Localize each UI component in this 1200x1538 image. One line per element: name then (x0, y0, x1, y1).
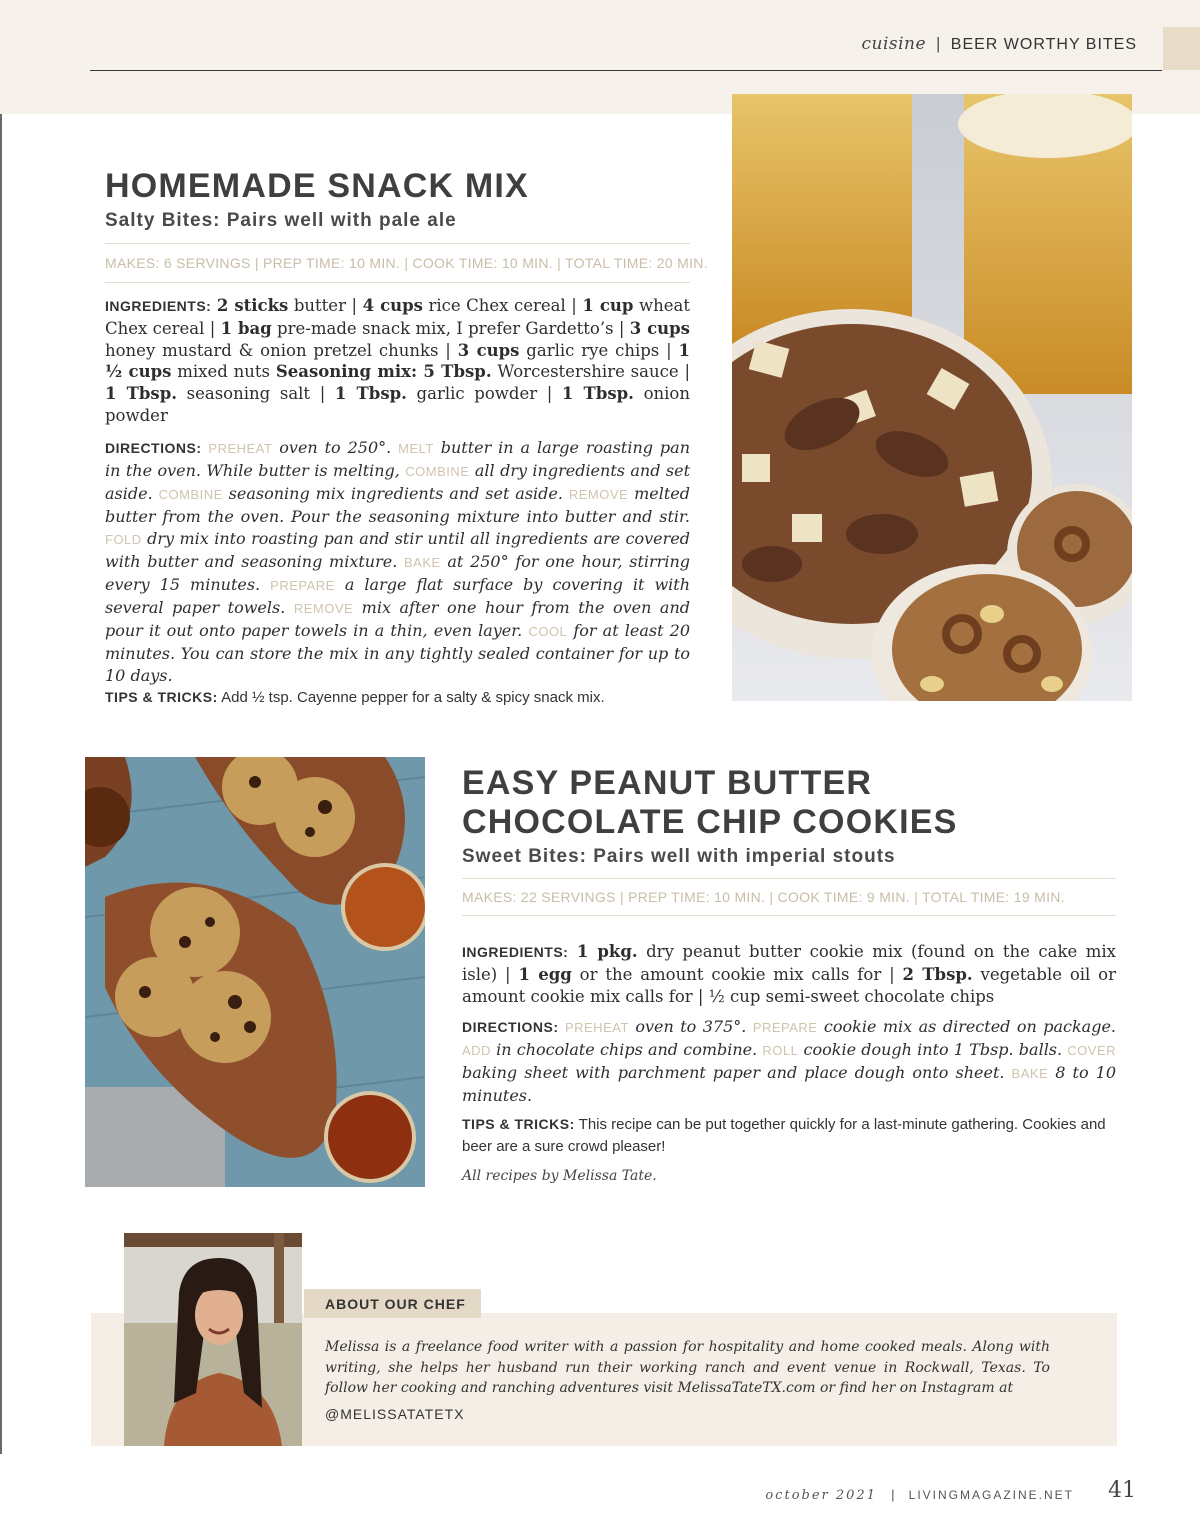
tips-label: TIPS & TRICKS: (105, 689, 218, 705)
header-rule (90, 70, 1162, 71)
ingredient-amount: 1 cup (582, 296, 634, 315)
ingredient-amount: Seasoning mix: 5 Tbsp. (275, 362, 492, 382)
ingredient-item: mixed nuts (171, 362, 276, 382)
directions-label: DIRECTIONS: (105, 440, 202, 456)
ingredient-item: butter | (288, 296, 363, 315)
ingredient-amount: 1 pkg. (576, 942, 638, 961)
ingredient-amount: 2 sticks (216, 296, 289, 315)
direction-text: melted butter from the oven. Pour the seasoning mixture into butter and stir. (105, 484, 691, 526)
recipe2-meta: MAKES: 22 SERVINGS | PREP TIME: 10 MIN. | COOK TIME: 9 MIN. | TOTAL TIME: 19 MIN. (462, 878, 1116, 916)
direction-verb: COOL (528, 624, 568, 639)
chef-photo (124, 1233, 302, 1446)
ingredient-amount: 4 cups (362, 296, 423, 315)
recipe1-meta: MAKES: 6 SERVINGS | PREP TIME: 10 MIN. | COOK TIME: 10 MIN. | TOTAL TIME: 20 MIN. (105, 243, 690, 283)
recipe2-title-line2: CHOCOLATE CHIP COOKIES (462, 803, 958, 841)
recipe2-tips (462, 1113, 1116, 1158)
snack-mix-photo (732, 94, 1132, 701)
ingredient-item: garlic powder | (406, 384, 562, 404)
ingredient-amount: 3 cups (629, 318, 690, 338)
direction-text: cookie mix as directed on package. (817, 1017, 1117, 1036)
ingredient-amount: 1 egg (518, 964, 572, 984)
directions-label: DIRECTIONS: (462, 1019, 559, 1035)
ingredient-item: honey mustard & onion pretzel chunks | (105, 340, 458, 360)
direction-text: cookie dough into 1 Tbsp. balls. (798, 1040, 1068, 1059)
direction-text: butter in a large roasting pan in the oven. While butter is melting, (105, 438, 690, 480)
direction-verb: MELT (398, 441, 434, 456)
direction-verb: PREPARE (752, 1020, 818, 1035)
ingredient-item: onion powder (105, 384, 690, 425)
recipe1-direction-steps (105, 438, 690, 685)
tips-label: TIPS & TRICKS: (462, 1116, 575, 1132)
ingredients-label: INGREDIENTS: (105, 298, 212, 314)
direction-verb: FOLD (105, 532, 142, 547)
ingredient-amount: 1 Tbsp. (334, 384, 407, 404)
recipe1-title: HOMEMADE SNACK MIX (105, 167, 529, 205)
direction-verb: COMBINE (405, 464, 470, 479)
recipe2-ingredients (462, 941, 1116, 1007)
ingredient-amount: 1 bag (220, 318, 272, 338)
ingredient-amount: 1 ½ cups (105, 340, 690, 382)
ingredient-item: wheat Chex cereal | (105, 296, 690, 338)
ingredient-item: garlic rye chips | (519, 340, 679, 360)
direction-text: mix after one hour from the oven and pour it out onto paper towels in a thin, even layer. (105, 598, 691, 640)
recipe2-direction-steps (462, 1017, 1116, 1105)
corner-tab (1163, 27, 1200, 70)
tips-text: Add ½ tsp. Cayenne pepper for a salty & spicy snack mix. (217, 689, 605, 706)
direction-verb: REMOVE (568, 487, 629, 502)
chef-instagram-handle: @MELISSATATETX (325, 1406, 465, 1422)
cookies-photo (85, 757, 425, 1187)
ingredient-item: Worcestershire sauce | (491, 362, 691, 382)
ingredient-amount: 2 Tbsp. (902, 964, 973, 984)
ingredient-item: or the amount cookie mix calls for | (571, 964, 903, 984)
direction-text: for at least 20 minutes. You can store the mix in any tightly sealed container for up to 10 days. (105, 621, 690, 685)
chef-bio: Melissa is a freelance food writer with a passion for hospitality and home cooked meals. Along with writing, she helps her husband run their working ranch and event venue in Rockwall, Texas. To follow her cooking and ranching adventures visit MelissaTateTX.com or find her on Instagram at (325, 1339, 1050, 1396)
section-label (861, 34, 1137, 54)
direction-verb: ROLL (762, 1043, 799, 1058)
issue-date: october 2021 (765, 1488, 877, 1503)
ingredient-item: vegetable oil or amount cookie mix calls for | ½ cup semi-sweet chocolate chips (462, 964, 1116, 1006)
recipe1-subtitle: Salty Bites: Pairs well with pale ale (105, 210, 457, 231)
recipe1-ingredient-list (105, 296, 690, 425)
ingredient-item: rice Chex cereal | (422, 296, 583, 315)
ingredient-amount: 3 cups (457, 340, 520, 360)
direction-text: in chocolate chips and combine. (490, 1040, 763, 1059)
direction-verb: PREHEAT (564, 1020, 629, 1035)
header-separator: | (935, 34, 941, 53)
direction-verb: REMOVE (293, 601, 354, 616)
ingredients-label: INGREDIENTS: (462, 944, 569, 960)
recipe2-subtitle: Sweet Bites: Pairs well with imperial stouts (462, 846, 896, 867)
direction-text: 8 to 10 minutes. (462, 1063, 1117, 1105)
direction-text: dry mix into roasting pan and stir until all ingredients are covered with butter and seasoning mixture. (105, 529, 690, 571)
footer (765, 1487, 1074, 1503)
direction-verb: COMBINE (158, 487, 223, 502)
page-edge-rule (0, 114, 2, 1454)
direction-verb: ADD (462, 1043, 491, 1058)
recipe1-directions (105, 437, 690, 687)
recipe-credit: All recipes by Melissa Tate. (462, 1168, 657, 1184)
recipe2-directions (462, 1016, 1116, 1107)
direction-text: a large flat surface by covering it with several paper towels. (105, 575, 691, 617)
direction-verb: BAKE (1011, 1066, 1049, 1081)
recipe1-tips (105, 686, 690, 709)
direction-verb: BAKE (404, 555, 441, 570)
section-name: BEER WORTHY BITES (950, 36, 1137, 53)
direction-verb: PREPARE (270, 578, 335, 593)
page-number: 41 (1108, 1478, 1136, 1503)
ingredient-amount: 1 Tbsp. (561, 384, 634, 404)
recipe1-ingredients (105, 295, 690, 427)
direction-text: all dry ingredients and set aside. (105, 461, 690, 503)
ingredient-item: seasoning salt | (177, 384, 335, 404)
website-link[interactable]: LIVINGMAGAZINE.NET (908, 1488, 1074, 1502)
ingredient-item: pre-made snack mix, I prefer Gardetto’s | (271, 318, 630, 338)
direction-text: seasoning mix ingredients and set aside. (222, 484, 569, 503)
ingredient-amount: 1 Tbsp. (105, 384, 178, 404)
category-label: cuisine (861, 34, 927, 54)
direction-verb: COVER (1067, 1043, 1117, 1058)
tips-text: This recipe can be put together quickly for a last-minute gathering. Cookies and beer are a sure crowd pleaser! (462, 1116, 1106, 1155)
ingredient-item: dry peanut butter cookie mix (found on the cake mix isle) | (462, 942, 1116, 984)
recipe2-title-line1: EASY PEANUT BUTTER (462, 764, 873, 802)
direction-verb: PREHEAT (208, 441, 273, 456)
direction-text: oven to 375°. (628, 1017, 753, 1036)
about-chef-tag: ABOUT OUR CHEF (304, 1289, 481, 1318)
direction-text: oven to 250°. (272, 438, 399, 457)
direction-text: at 250° for one hour, stirring every 15 minutes. (105, 552, 690, 594)
footer-separator: | (891, 1487, 895, 1502)
direction-text: baking sheet with parchment paper and place dough onto sheet. (462, 1063, 1012, 1082)
